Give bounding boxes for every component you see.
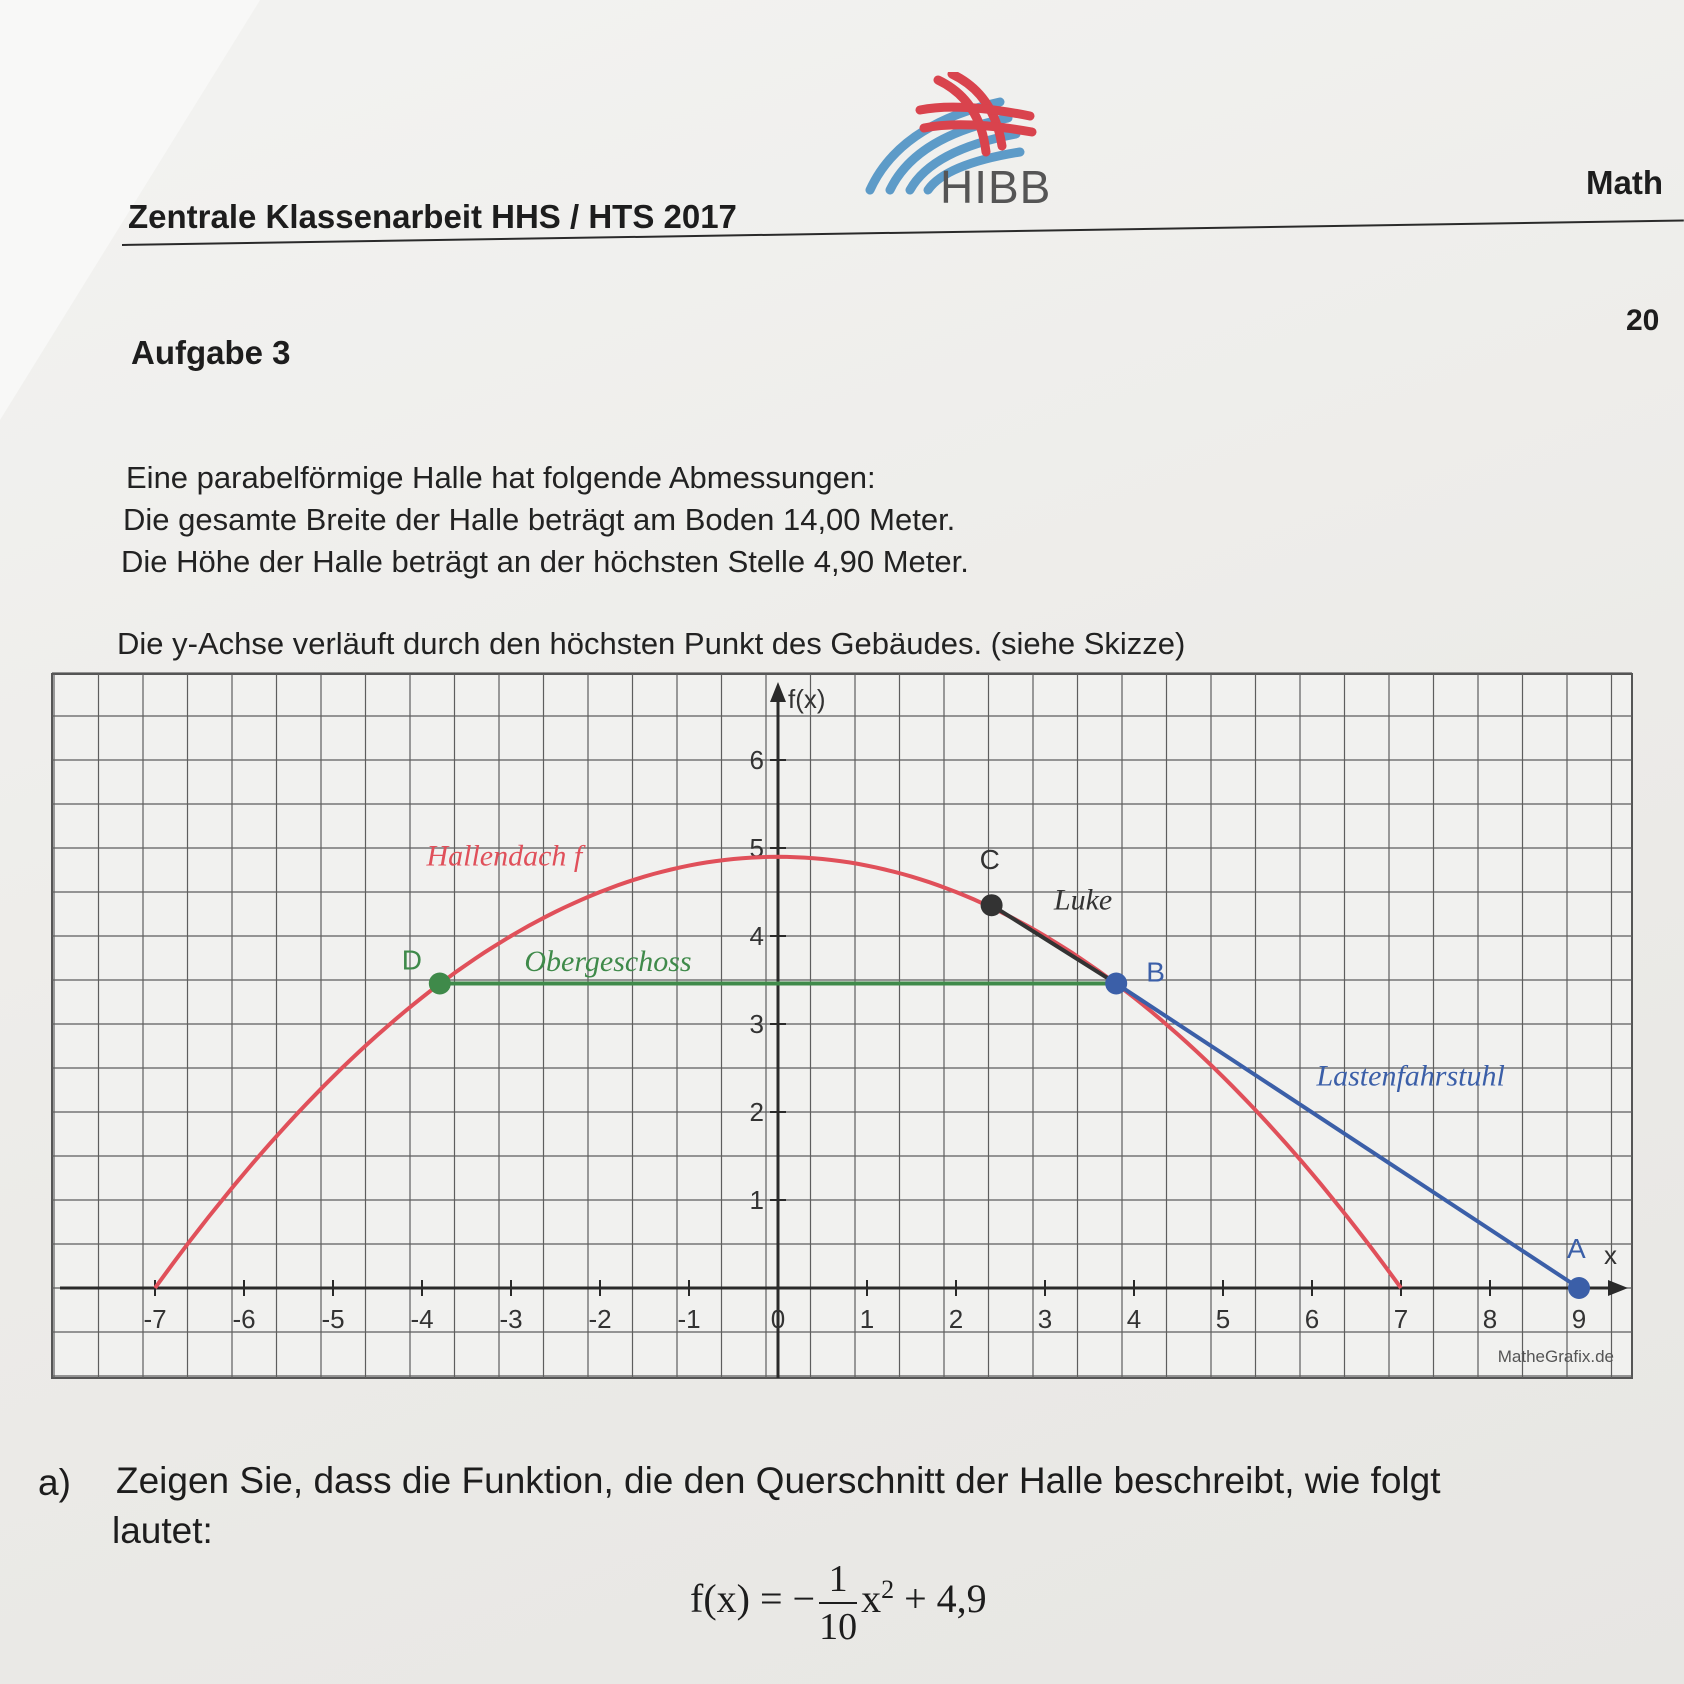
x-tick-label: -6 [232,1304,256,1334]
point-b [1105,973,1127,995]
credit-text: MatheGrafix.de [1497,1347,1614,1366]
roof-label: Hallendach f [426,839,583,873]
grid-frame [52,674,1632,1378]
point-d [429,973,451,995]
x-tick-label: 3 [1037,1304,1053,1334]
question-label: a) [38,1462,71,1503]
point-d-label: D [401,944,423,976]
point-a-label: A [1567,1233,1586,1264]
y-tick-label: 4 [749,921,764,951]
axis-note: Die y-Achse verläuft durch den höchsten Punkt des Gebäudes. (siehe Skizze) [117,626,1186,661]
y-tick-label: 3 [749,1009,764,1039]
x-tick-label: 6 [1304,1304,1320,1334]
upper-floor-label: Obergeschoss [524,945,692,979]
point-c [981,894,1003,916]
formula-constant: + 4,9 [904,1576,987,1622]
x-tick-label: 5 [1215,1304,1231,1334]
x-tick-label: 2 [948,1304,964,1334]
question-text-line-2: lautet: [112,1510,213,1551]
formula-lhs: f(x) = − [690,1576,816,1622]
formula-variable: x [861,1576,882,1622]
x-tick-label: -7 [143,1304,167,1334]
x-tick-label: 9 [1571,1304,1587,1334]
y-tick-label: 2 [749,1097,764,1127]
subject-label: Math [1586,164,1663,201]
point-c-label: C [979,844,1000,876]
hatch-label: Luke [1053,883,1113,917]
logo-text: HIBB [940,161,1052,213]
x-tick-label: 1 [859,1304,875,1334]
point-b-label: B [1146,956,1165,988]
function-formula [690,1556,987,1650]
formula-exponent: 2 [881,1574,895,1604]
x-tick-label: 0 [770,1304,786,1334]
formula-fraction [819,1556,857,1650]
y-tick-label: 1 [749,1185,764,1215]
y-tick-label: 6 [749,745,764,775]
x-tick-label: -2 [588,1304,612,1334]
y-tick-label: 5 [749,833,764,863]
exam-title: Zentrale Klassenarbeit HHS / HTS 2017 [128,198,737,235]
formula-denominator: 10 [819,1606,858,1648]
intro-line-1: Eine parabelförmige Halle hat folgende Abmessungen: [126,460,876,495]
x-tick-label: -3 [499,1304,523,1334]
x-axis-label: x [1604,1240,1617,1270]
point-a [1568,1277,1590,1299]
parabola-sketch [50,672,1634,1380]
intro-line-2: Die gesamte Breite der Halle beträgt am Boden 14,00 Meter. [123,502,956,537]
x-tick-label: 4 [1126,1304,1142,1334]
page-number: 20 [1626,304,1660,337]
task-title: Aufgabe 3 [131,334,291,371]
x-tick-label: 7 [1393,1304,1409,1334]
x-tick-label: -1 [677,1304,701,1334]
y-axis-label: f(x) [788,684,826,714]
freight-elevator-label: Lastenfahrstuhl [1316,1059,1505,1093]
x-tick-label: -5 [321,1304,345,1334]
intro-line-3: Die Höhe der Halle beträgt an der höchsten Stelle 4,90 Meter. [121,544,969,579]
x-tick-label: 8 [1482,1304,1498,1334]
formula-numerator: 1 [819,1556,857,1604]
x-tick-label: -4 [410,1304,434,1334]
question-text-line-1: Zeigen Sie, dass die Funktion, die den Querschnitt der Halle beschreibt, wie folgt [116,1460,1441,1501]
